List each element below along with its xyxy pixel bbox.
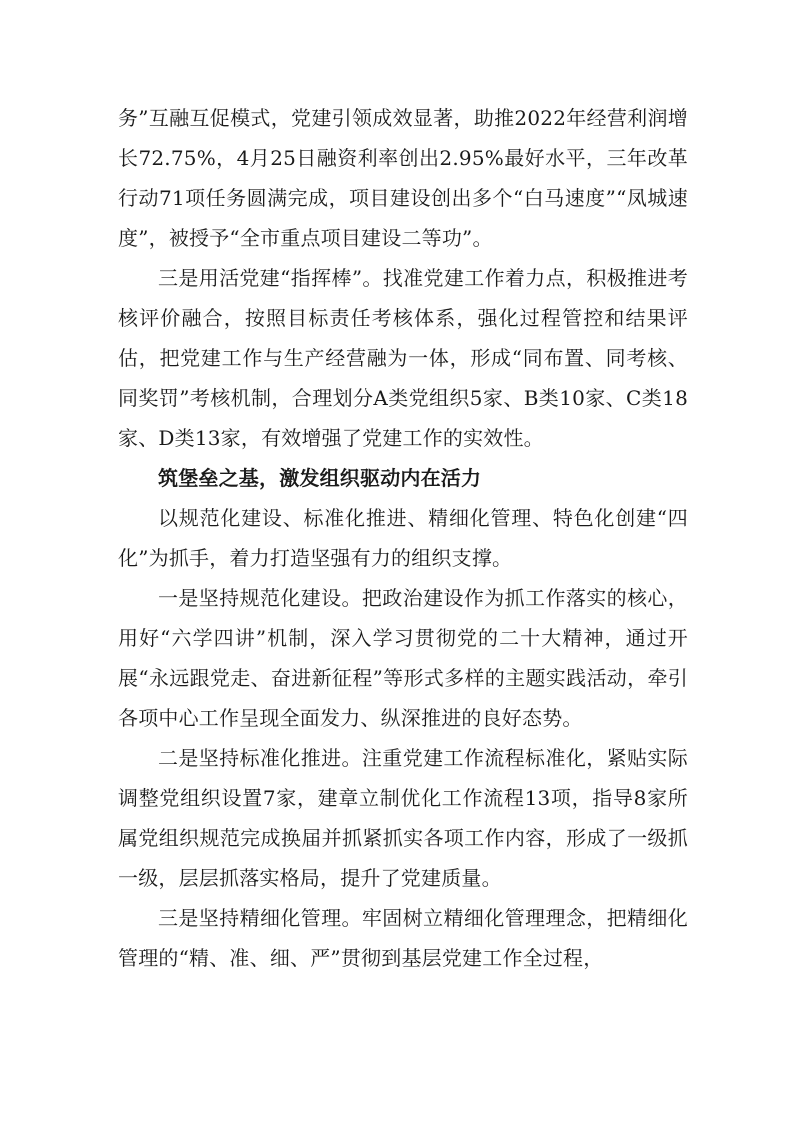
document-body [118,98,688,978]
paragraph-standardized-construction: 一是坚持规范化建设。把政治建设作为抓工作落实的核心，用好“六学四讲”机制，深入学习贯彻党的二十大精神，通过开展“永远跟党走、奋进新征程”等形式多样的主题实践活动，牵引各项中心工作呈现全面发力、纵深推进的良好态势。 [118,586,688,730]
paragraph-refined-management: 三是坚持精细化管理。牢固树立精细化管理理念，把精细化管理的“精、准、细、严”贯彻到基层党建工作全过程， [118,906,688,970]
paragraph-assessment-baton: 三是用活党建“指挥棒”。找准党建工作着力点，积极推进考核评价融合，按照目标责任考核体系，强化过程管控和结果评估，把党建工作与生产经营融为一体，形成“同布置、同考核、同奖罚”考核机制，合理划分A类党组织5家、B类10家、C类18家、D类13家，有效增强了党建工作的实效性。 [118,266,688,450]
paragraph-standardized-promotion: 二是坚持标准化推进。注重党建工作流程标准化，紧贴实际调整党组织设置7家，建章立制优化工作流程13项，指导8家所属党组织规范完成换届并抓紧抓实各项工作内容，形成了一级抓一级，层层抓落实格局，提升了党建质量。 [118,746,688,890]
section-heading: 筑堡垒之基，激发组织驱动内在活力 [158,466,482,490]
paragraph-continuation: 务”互融互促模式，党建引领成效显著，助推2022年经营利润增长72.75%，4月25日融资利率创出2.95%最好水平，三年改革行动71项任务圆满完成，项目建设创出多个“白马速度”“凤城速度”，被授予“全市重点项目建设二等功”。 [118,106,688,250]
paragraph-four-modernizations: 以规范化建设、标准化推进、精细化管理、特色化创建“四化”为抓手，着力打造坚强有力的组织支撑。 [118,506,688,570]
